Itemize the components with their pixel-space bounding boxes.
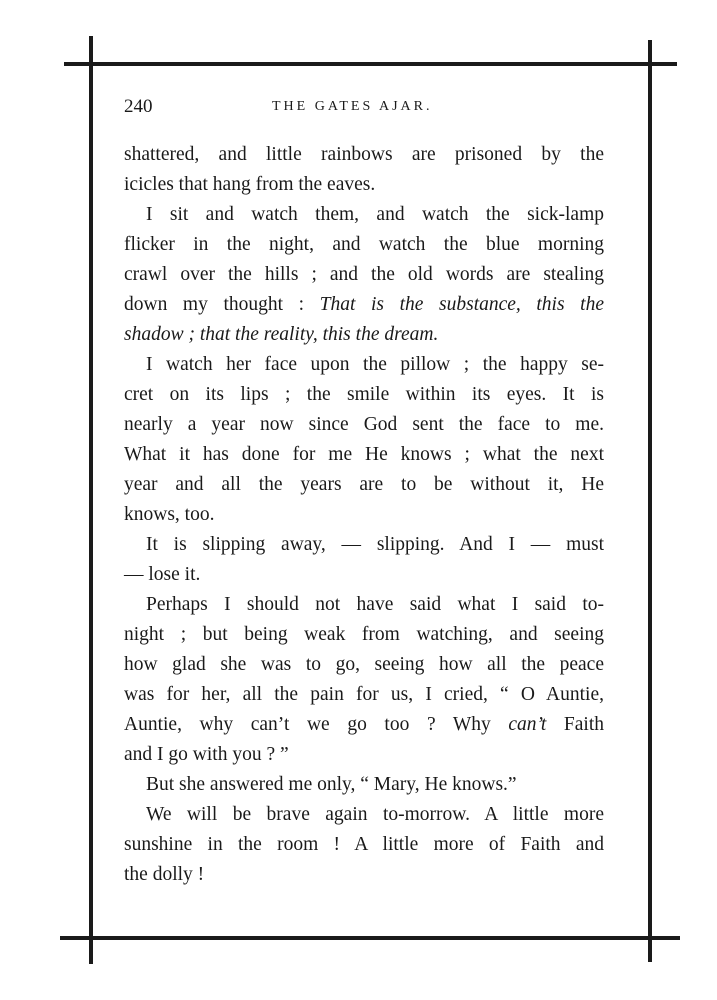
text-line: Perhaps I should not have said what I said to-: [146, 594, 604, 615]
italic-text-run: shadow ; that the reality, this the dream.: [124, 324, 439, 345]
page-number: 240: [124, 96, 153, 117]
text-line: how glad she was to go, seeing how all the peace: [124, 654, 604, 675]
text-line: [124, 290, 604, 320]
right-border-rule: [648, 40, 652, 962]
text-line: was for her, all the pain for us, I cried, “ O Auntie,: [124, 684, 604, 705]
text-line: knows, too.: [124, 504, 215, 525]
text-run: Faith: [546, 714, 604, 735]
text-line: nearly a year now since God sent the face to me.: [124, 414, 604, 435]
text-line: shattered, and little rainbows are prisoned by the: [124, 144, 604, 165]
text-run: Auntie, why can’t we go too ? Why: [124, 714, 509, 735]
text-line: sunshine in the room ! A little more of Faith and: [124, 834, 604, 855]
text-line: icicles that hang from the eaves.: [124, 174, 376, 195]
italic-text-run: That is the substance, this the: [319, 294, 604, 315]
left-border-rule: [89, 36, 93, 964]
bottom-border-rule: [60, 936, 680, 940]
text-line: I watch her face upon the pillow ; the happy se-: [146, 354, 604, 375]
body-text: [124, 140, 604, 890]
text-line: I sit and watch them, and watch the sick-lamp: [146, 204, 604, 225]
text-line: We will be brave again to-morrow. A little more: [146, 804, 604, 825]
text-line: night ; but being weak from watching, and seeing: [124, 624, 604, 645]
top-border-rule: [64, 62, 677, 66]
text-line: What it has done for me He knows ; what the next: [124, 444, 604, 465]
text-line: flicker in the night, and watch the blue morning: [124, 234, 604, 255]
text-line: crawl over the hills ; and the old words are stealing: [124, 264, 604, 285]
page-header: [124, 96, 606, 120]
running-title: THE GATES AJAR.: [272, 99, 433, 114]
text-line: cret on its lips ; the smile within its eyes. It is: [124, 384, 604, 405]
text-line: It is slipping away, — slipping. And I — must: [146, 534, 604, 555]
text-line: year and all the years are to be without it, He: [124, 474, 604, 495]
text-line: and I go with you ? ”: [124, 744, 289, 765]
text-line: — lose it.: [124, 564, 201, 585]
text-run: down my thought :: [124, 294, 320, 315]
text-line: But she answered me only, “ Mary, He knows.”: [146, 774, 517, 795]
text-line: the dolly !: [124, 864, 205, 885]
text-line: [124, 320, 604, 350]
italic-text-run: can’t: [508, 714, 547, 735]
text-line: [124, 710, 604, 740]
